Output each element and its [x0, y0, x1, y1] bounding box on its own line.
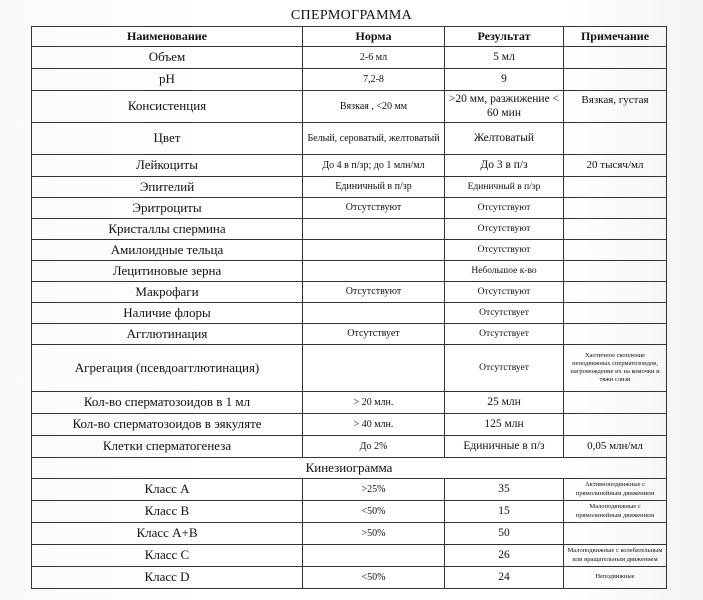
row-norm: До 4 в п/зр; до 1 млн/мл [303, 155, 445, 177]
row-name: Амилоидные тельца [32, 240, 303, 261]
row-note [564, 69, 667, 91]
row-result: Желтоватый [445, 123, 564, 155]
kinesio-row [32, 545, 667, 567]
header-name: Наименование [32, 27, 303, 47]
row-norm: Вязкая , <20 мм [303, 91, 445, 123]
row-name: Кол-во сперматозоидов в 1 мл [32, 392, 303, 414]
row-name: Кристаллы спермина [32, 219, 303, 240]
row-note [564, 392, 667, 414]
row-name: Кол-во сперматозоидов в эякуляте [32, 414, 303, 436]
table-row [32, 123, 667, 155]
kinesio-norm: <50% [303, 567, 445, 589]
kinesio-row [32, 567, 667, 589]
row-norm: До 2% [303, 436, 445, 458]
row-norm: 7,2-8 [303, 69, 445, 91]
row-result: Отсутствует [445, 303, 564, 324]
kinesio-result: 50 [445, 523, 564, 545]
row-result: Отсутствует [445, 345, 564, 392]
kinesio-norm: <50% [303, 501, 445, 523]
table-row [32, 91, 667, 123]
table-row [32, 345, 667, 392]
table-row [32, 69, 667, 91]
kinesio-row [32, 523, 667, 545]
row-note [564, 240, 667, 261]
row-result: 9 [445, 69, 564, 91]
table-row [32, 155, 667, 177]
row-note [564, 414, 667, 436]
table-row [32, 198, 667, 219]
table-row [32, 282, 667, 303]
row-norm [303, 303, 445, 324]
row-name: Цвет [32, 123, 303, 155]
row-norm: Отсутствует [303, 324, 445, 345]
kinesio-result: 15 [445, 501, 564, 523]
row-note: Вязкая, густая [564, 91, 667, 123]
row-result: Отсутствуют [445, 198, 564, 219]
row-result: 5 мл [445, 47, 564, 69]
row-name: Агглютинация [32, 324, 303, 345]
row-result: Единичные в п/з [445, 436, 564, 458]
kinesio-class: Класс D [32, 567, 303, 589]
row-norm: Отсутствуют [303, 282, 445, 303]
section-row [32, 458, 667, 479]
table-row [32, 240, 667, 261]
kinesio-class: Класс В [32, 501, 303, 523]
row-result: 25 млн [445, 392, 564, 414]
row-name: Клетки сперматогенеза [32, 436, 303, 458]
row-result: >20 мм, разжижение < 60 мин [445, 91, 564, 123]
row-note: 0,05 млн/мл [564, 436, 667, 458]
kinesio-row [32, 479, 667, 501]
table-row [32, 219, 667, 240]
row-norm [303, 261, 445, 282]
kinesio-note: Малоподвижные с прямолинейным движением [564, 501, 667, 523]
table-row [32, 392, 667, 414]
row-norm: Отсутствуют [303, 198, 445, 219]
row-result: Небольшое к-во [445, 261, 564, 282]
kinesio-note: Неподвижные [564, 567, 667, 589]
table-row [32, 303, 667, 324]
row-name: Лецитиновые зерна [32, 261, 303, 282]
row-norm: 2-6 мл [303, 47, 445, 69]
kinesio-norm: >50% [303, 523, 445, 545]
document-title: СПЕРМОГРАММА [290, 8, 413, 23]
row-norm: > 20 млн. [303, 392, 445, 414]
row-note [564, 324, 667, 345]
row-note [564, 198, 667, 219]
row-result: Отсутствуют [445, 219, 564, 240]
row-result: До 3 в п/з [445, 155, 564, 177]
row-note [564, 177, 667, 198]
row-note: 20 тысяч/мл [564, 155, 667, 177]
header-result: Результат [445, 27, 564, 47]
table-header-row [32, 27, 667, 47]
row-note [564, 219, 667, 240]
row-note [564, 261, 667, 282]
table-row [32, 324, 667, 345]
kinesio-class: Класс А [32, 479, 303, 501]
table-row [32, 261, 667, 282]
row-name: Консистенция [32, 91, 303, 123]
row-norm: Единичный в п/зр [303, 177, 445, 198]
kinesio-result: 24 [445, 567, 564, 589]
row-norm [303, 219, 445, 240]
kinesio-result: 35 [445, 479, 564, 501]
kinesio-norm [303, 545, 445, 567]
row-name: Агрегация (псевдоагглютинация) [32, 345, 303, 392]
row-name: Эпителий [32, 177, 303, 198]
row-result: Отсутствуют [445, 240, 564, 261]
kinesio-row [32, 501, 667, 523]
kinesio-class: Класс С [32, 545, 303, 567]
row-result: 125 млн [445, 414, 564, 436]
row-name: pH [32, 69, 303, 91]
table-row [32, 177, 667, 198]
header-norm: Норма [303, 27, 445, 47]
kinesio-note [564, 523, 667, 545]
kinesio-result: 26 [445, 545, 564, 567]
row-name: Объем [32, 47, 303, 69]
row-note [564, 47, 667, 69]
row-result: Отсутствуют [445, 282, 564, 303]
row-norm [303, 345, 445, 392]
table-row [32, 47, 667, 69]
row-norm: Белый, сероватый, желтоватый [303, 123, 445, 155]
row-note: Хаотичное скопление неподвижных сперматозоидов, нагромождение их на комочки и тяжи слизи [564, 345, 667, 392]
row-name: Лейкоциты [32, 155, 303, 177]
spermogram-table [31, 26, 667, 589]
row-result: Единичный в п/зр [445, 177, 564, 198]
kinesio-note: Активноподвижные с прямолинейным движением [564, 479, 667, 501]
table-row [32, 414, 667, 436]
row-name: Эритроциты [32, 198, 303, 219]
kinesio-class: Класс А+В [32, 523, 303, 545]
row-result: Отсутствует [445, 324, 564, 345]
row-name: Макрофаги [32, 282, 303, 303]
kinesio-norm: >25% [303, 479, 445, 501]
row-note [564, 282, 667, 303]
row-note [564, 303, 667, 324]
table-row [32, 436, 667, 458]
row-name: Наличие флоры [32, 303, 303, 324]
kinesio-note: Малоподвижные с колебательным или вращательным движением [564, 545, 667, 567]
header-note: Примечание [564, 27, 667, 47]
kinesiogram-heading: Кинезиограмма [32, 458, 667, 479]
row-norm: > 40 млн. [303, 414, 445, 436]
row-note [564, 123, 667, 155]
row-norm [303, 240, 445, 261]
